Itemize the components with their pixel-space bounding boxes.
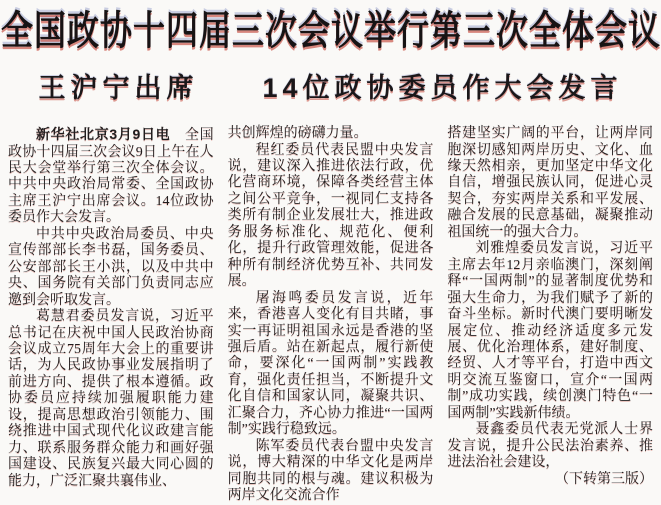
paragraph: 中共中央政治局委员、中央宣传部部长李书磊，国务委员、公安部部长王小洪，以及中共中央、国务院有关部门负责同志应邀到会听取发言。 xyxy=(8,226,214,308)
newspaper-article xyxy=(0,8,661,504)
paragraph: 陈军委员代表台盟中央发言说，博大精深的中华文化是两岸同胞共同的根与魂。建议积极为两岸文化交流合作 xyxy=(227,438,434,504)
paragraph: 共创辉煌的磅礴力量。 xyxy=(227,126,368,142)
paragraph: 搭建坚实广阔的平台，让两岸同胞深切感知两岸历史、文化、血缘天然相亲，更加坚定中华文化自信，增强民族认同，促进心灵契合，夯实两岸关系和平发展、融合发展的民意基础，凝聚推动祖国统一的强大合力。 xyxy=(447,126,654,240)
dateline: 新华社北京3月9日电 xyxy=(36,126,171,143)
paragraph: 新华社北京3月9日电 全国政协十四届三次会议9日上午在人民大会堂举行第三次全体会议。中共中央政治局常委、全国政协主席王沪宁出席会议。14位政协委员作大会发言。 xyxy=(8,126,214,226)
main-headline: 全国政协十四届三次会议举行第三次全体会议 xyxy=(1,8,660,53)
sub-headline: 王沪宁出席 14位政协委员作大会发言 xyxy=(38,73,623,104)
paragraph: 刘雅煌委员发言说，习近平主席去年12月亲临澳门，深刻阐释“一国两制”的显著制度优势和强大生命力，为我们赋予了新的奋斗坐标。新时代澳门要明晰发展定位、推动经济适度多元发展、优化治理体系，建好制度、经贸、人才等平台，打造中西文明交流互鉴窗口，宣介“一国两制”成功实践，续创澳门特色“一国两制”实践新伟绩。 xyxy=(447,241,654,421)
article-column-1 xyxy=(8,126,214,504)
paragraph: 聂鑫委员代表无党派人士界发言说，提升公民法治素养、推进法治社会建设， （下转第三版） xyxy=(447,422,654,487)
newspaper-page xyxy=(0,8,661,504)
paragraph: 程红委员代表民盟中央发言说，建议深入推进依法行政，优化营商环境，保障各类经营主体之间公平竞争，一视同仁支持各类所有制企业发展壮大，推进政务服务标准化、规范化、便利化，提升行政管理效能，促进各种所有制经济优势互补、共同发展。 xyxy=(227,142,434,290)
article-columns xyxy=(0,126,661,504)
paragraph: 屠海鸣委员发言说，近年来，香港喜人变化有目共睹，事实一再证明祖国永远是香港的坚强后盾。站在新起点，履行新使命，要深化“一国两制”实践教育，强化责任担当，不断提升文化自信和国家认同，凝聚共识、汇聚合力，齐心协力推进“一国两制”实践行稳致远。 xyxy=(227,290,434,438)
article-column-2 xyxy=(228,126,434,504)
paragraph: 葛慧君委员发言说，习近平总书记在庆祝中国人民政治协商会议成立75周年大会上的重要讲话，为人民政协事业发展指明了前进方向、提供了根本遵循。政协委员应持续加强履职能力建设，提高思想政治引领能力、围绕推进中国式现代化议政建言能力、联系服务群众能力和画好强国建设、民族复兴最大同心圆的能力，广泛汇聚共襄伟业、 xyxy=(8,309,214,489)
continued-on-page-note: （下转第三版） xyxy=(555,471,654,487)
article-column-3 xyxy=(447,126,653,504)
